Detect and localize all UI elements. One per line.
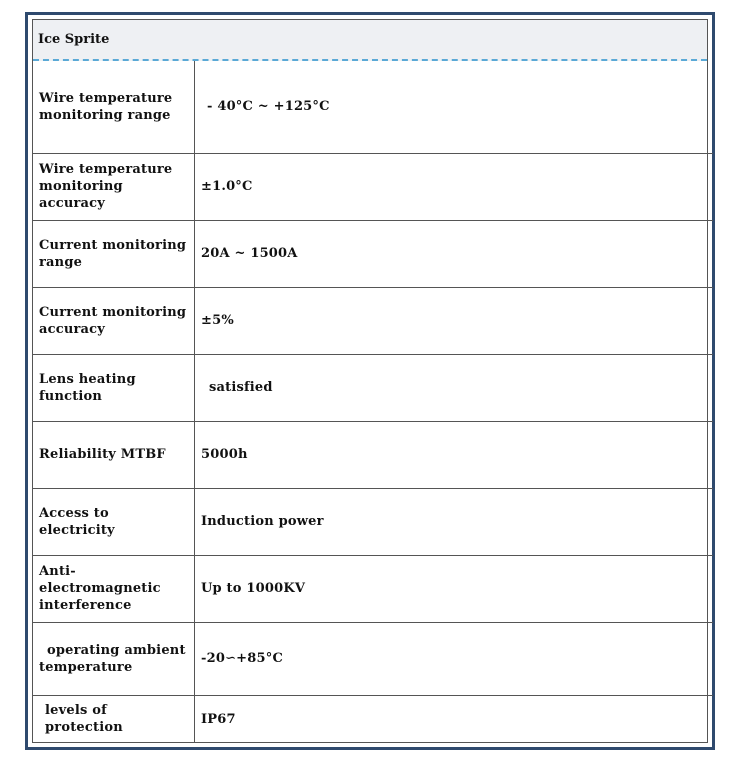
row-value: Up to 1000KV (195, 555, 714, 622)
row-value: 5000h (195, 421, 714, 488)
row-value: - 40°C ~ +125°C (195, 61, 714, 153)
row-label: Current monitoring accuracy (33, 287, 195, 354)
row-value: ±5% (195, 287, 714, 354)
row-label: levels of protection (33, 695, 195, 743)
row-value: -20∽+85°C (195, 622, 714, 695)
row-label: operating ambient temperature (33, 622, 195, 695)
row-value: Induction power (195, 488, 714, 555)
spec-table-frame (25, 12, 715, 750)
table-row (33, 421, 713, 488)
row-label: Current monitoring range (33, 220, 195, 287)
row-label: Wire temperature monitoring accuracy (33, 153, 195, 220)
table-row (33, 622, 713, 695)
row-value: IP67 (195, 695, 714, 743)
spec-rows (33, 61, 713, 743)
row-label: Anti-electromagnetic interference (33, 555, 195, 622)
table-row (33, 61, 713, 153)
row-label: Lens heating function (33, 354, 195, 421)
row-value: 20A ~ 1500A (195, 220, 714, 287)
table-row (33, 153, 713, 220)
table-title: Ice Sprite (38, 32, 110, 47)
spec-table (32, 19, 708, 743)
row-value: satisfied (195, 354, 714, 421)
row-label: Access to electricity (33, 488, 195, 555)
table-row (33, 354, 713, 421)
row-label: Wire temperature monitoring range (33, 61, 195, 153)
table-header (33, 20, 707, 61)
row-label: Reliability MTBF (33, 421, 195, 488)
table-row (33, 287, 713, 354)
table-row (33, 555, 713, 622)
table-row (33, 695, 713, 743)
row-value: ±1.0°C (195, 153, 714, 220)
table-row (33, 220, 713, 287)
table-row (33, 488, 713, 555)
